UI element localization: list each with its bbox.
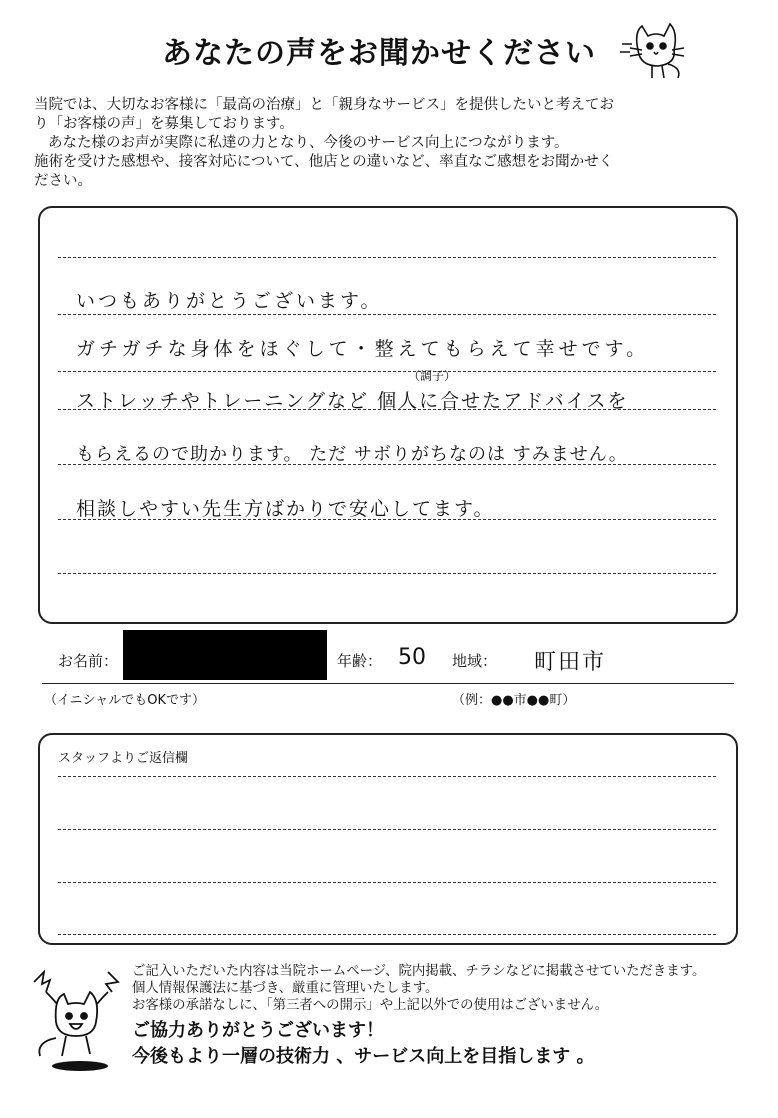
writing-line [58,573,716,574]
footer-note: 個人情報保護法に基づき、厳重に管理いたします。 [132,981,439,996]
age-label: 年齢： [337,652,383,670]
feedback-furigana: （調子） [408,369,457,383]
footer-note: お客様の承諾なしに、「第三者への開示」や上記以外での使用はございません。 [132,998,609,1013]
intro-line: あなた様のお声が実際に私達の力となり、今後のサービス向上につながります。 [48,135,569,151]
writing-line [58,371,716,372]
region-label: 地域： [452,652,498,670]
age-value: 50 [398,645,426,670]
footer-thanks: ご協力ありがとうございます！ [132,1020,384,1041]
feedback-line: いつもありがとうございます。 [76,290,383,312]
region-example: （例：●●市●●町） [452,693,576,708]
footer-note: ご記入いただいた内容は当院ホームページ、院内掲載、チラシなどに掲載させていただきます。 [132,964,706,979]
cat-cheering-icon [26,962,126,1072]
name-label: お名前： [58,652,119,670]
intro-line: 当院では、大切なお客様に「最高の治療」と「親身なサービス」を提供したいと考えてお [34,97,614,113]
name-note: （イニシャルでもOKです） [44,693,205,708]
intro-line: ださい。 [34,173,92,189]
title-text: あなたの声をお聞かせください [162,36,596,71]
redacted-name [123,630,327,680]
reply-line [58,882,716,883]
cat-mascot-icon [618,20,690,82]
staff-reply-label: スタッフよりご返信欄 [58,751,189,766]
reply-line [58,934,716,935]
region-value: 町田市 [534,650,607,675]
intro-line: 施術を受けた感想や、接客対応について、他店との違いなど、率直なご感想をお聞かせく [34,154,614,170]
profile-underline [42,683,734,684]
feedback-line: ストレッチやトレーニングなど 個人に合せたアドバイスを [76,390,629,412]
intro-paragraph [34,96,744,191]
reply-line [58,776,716,777]
reply-line [58,829,716,830]
writing-line [58,314,716,315]
feedback-box [38,206,738,624]
intro-line: り「お客様の声」を募集しております。 [34,116,294,132]
feedback-line: 相談しやすい先生方ばかりで安心してます。 [76,498,495,520]
footer-closing: 今後もより一層の技術力 、サービス向上を目指します 。 [132,1046,595,1067]
feedback-line: ガチガチな身体をほぐして・整えてもらえて幸せです。 [76,338,650,360]
feedback-line: もらえるので助かります。 ただ サボりがちなのは すみません。 [76,444,628,465]
writing-line [58,257,716,258]
